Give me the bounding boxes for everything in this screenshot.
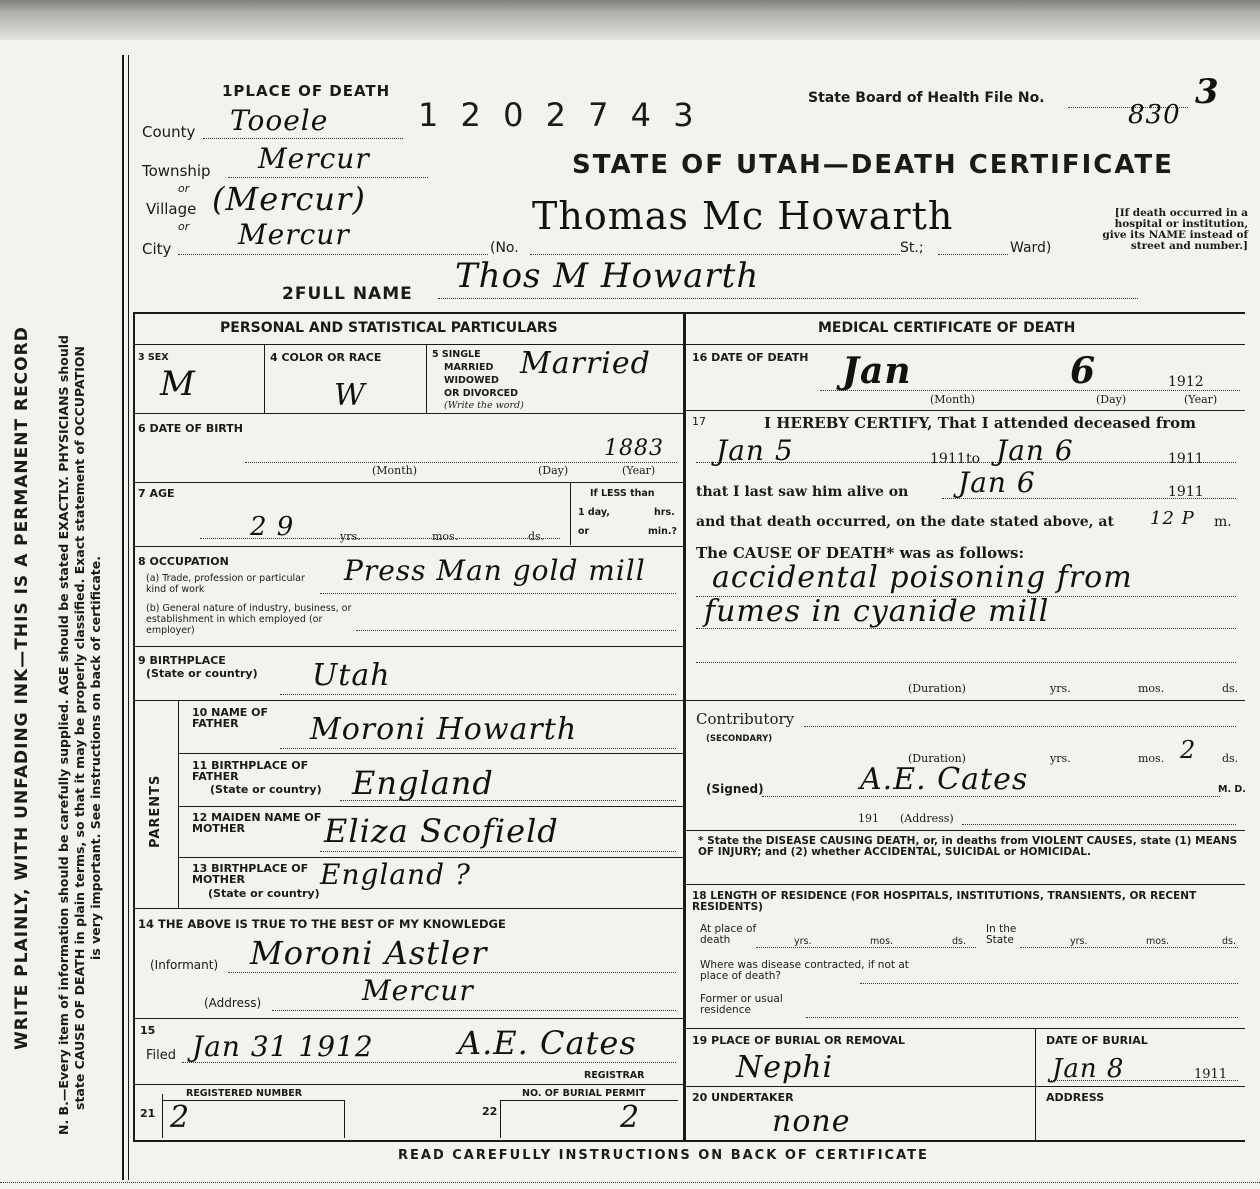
nb-notice-line-2: state CAUSE OF DEATH in plain terms, so that it may be properly classified. Exact statement of OCCUPATION	[72, 346, 87, 1110]
reg-num-box-right	[344, 1100, 345, 1138]
right-sep-7	[686, 1086, 1245, 1087]
year-1911-c: 1911	[1168, 484, 1204, 500]
informant-label: (Informant)	[150, 958, 219, 972]
left-sep-10	[133, 908, 683, 909]
frame-top	[133, 312, 1245, 314]
left-sep-7	[178, 753, 683, 754]
dod-month-label: (Month)	[930, 393, 976, 406]
file-no-label: State Board of Health File No.	[808, 90, 1045, 106]
duration-mos-2: mos.	[1138, 752, 1165, 765]
informant-value: Moroni Astler	[250, 934, 488, 972]
left-sep-4	[133, 546, 683, 547]
sex-value: M	[160, 364, 196, 404]
cause-dots-2	[696, 628, 1236, 629]
street-label: St.;	[900, 240, 924, 256]
county-label: County	[142, 123, 196, 141]
city-label: City	[142, 240, 172, 258]
father-bp-sub: (State or country)	[210, 783, 322, 796]
to-label: to	[966, 451, 981, 467]
permanent-record-notice: WRITE PLAINLY, WITH UNFADING INK—THIS IS A PERMANENT RECORD	[12, 326, 32, 1050]
dob-year-label: (Year)	[622, 464, 656, 477]
reg-num-header: REGISTERED NUMBER	[186, 1088, 303, 1099]
at-place-ds: ds.	[952, 936, 966, 947]
residence-label: 18 LENGTH OF RESIDENCE (FOR HOSPITALS, INSTITUTIONS, TRANSIENTS, OR RECENT RESIDENTS)	[692, 890, 1197, 913]
birthplace-label: 9 BIRTHPLACE	[138, 654, 226, 667]
occupation-line	[320, 593, 676, 594]
street-line	[530, 254, 900, 255]
hospital-note: [If death occurred in a hospital or institution, give its NAME instead of street and number.]	[1102, 207, 1248, 252]
burial-permit-value: 2	[620, 1100, 641, 1135]
burial-date: Jan 8	[1052, 1054, 1125, 1084]
mother-value: Eliza Scofield	[324, 812, 559, 850]
color-label: 4 COLOR OR RACE	[270, 351, 382, 364]
in-state-mos: mos.	[1146, 936, 1170, 947]
former-label: Former or usual residence	[700, 993, 783, 1016]
age-ds-label: ds.	[528, 530, 545, 543]
left-sep-1	[133, 344, 683, 345]
name-line-1: Thomas Mc Howarth	[532, 194, 954, 238]
undertaker-value: none	[772, 1104, 851, 1139]
right-sep-3	[686, 700, 1245, 701]
cause-line-1: accidental poisoning from	[712, 560, 1133, 595]
reg-num-label: 21	[140, 1107, 156, 1120]
full-name-value: Thos M Howarth	[455, 256, 760, 296]
dob-day-label: (Day)	[538, 464, 569, 477]
status-label-4: OR DIVORCED	[444, 388, 519, 399]
left-sep-5	[133, 646, 683, 647]
full-name-line	[438, 298, 1138, 299]
occupation-value: Press Man gold mill	[344, 554, 646, 587]
parents-sep	[178, 700, 179, 908]
right-sep-4	[686, 830, 1245, 831]
dod-day-label: (Day)	[1096, 393, 1127, 406]
status-label-1: 5 SINGLE	[432, 349, 481, 360]
village-label: Village	[146, 200, 197, 218]
status-value: Married	[520, 346, 651, 381]
burial-place: Nephi	[736, 1050, 834, 1085]
signed-label: (Signed)	[706, 782, 764, 796]
age-sep	[570, 483, 571, 545]
at-place-yrs: yrs.	[794, 936, 812, 947]
occupation-b-line	[356, 630, 676, 631]
age-label: 7 AGE	[138, 487, 175, 500]
dod-day: 6	[1070, 350, 1097, 392]
father-label: 10 NAME OF FATHER	[192, 706, 269, 730]
parents-label: PARENTS	[148, 774, 163, 848]
sex-sep	[264, 345, 265, 413]
certify-text: I HEREBY CERTIFY, That I attended deceased from	[764, 414, 1197, 432]
signed-address-label: (Address)	[900, 812, 954, 825]
less-than-1: If LESS than	[590, 488, 655, 499]
signed-address-line	[962, 824, 1236, 825]
last-saw-date: Jan 6	[958, 466, 1036, 499]
status-label-2: MARRIED	[444, 362, 494, 373]
occupation-b-label: (b) General nature of industry, business, or establishment in which employed (or employer)	[146, 603, 352, 636]
filed-date: Jan 31 1912	[192, 1030, 374, 1063]
knowledge-label: 14 THE ABOVE IS TRUE TO THE BEST OF MY KNOWLEDGE	[138, 917, 506, 931]
contracted-line	[860, 983, 1238, 984]
certificate-number: 1 2 0 2 7 4 3	[418, 96, 700, 134]
county-line	[203, 138, 403, 139]
filed-num: 15	[140, 1024, 156, 1037]
left-border-outer	[122, 55, 124, 1180]
color-value: W	[334, 378, 366, 413]
status-label-5: (Write the word)	[444, 400, 524, 411]
birthplace-sub: (State or country)	[146, 667, 258, 680]
color-sep	[426, 345, 427, 413]
burial-permit-num-label: 22	[482, 1105, 498, 1118]
age-mos-label: mos.	[432, 530, 459, 543]
from-date: Jan 5	[716, 434, 794, 467]
right-sep-2	[686, 410, 1245, 411]
informant-address-value: Mercur	[362, 974, 474, 1007]
in-state-ds: ds.	[1222, 936, 1236, 947]
personal-section-title: PERSONAL AND STATISTICAL PARTICULARS	[220, 320, 558, 336]
dob-year: 1883	[604, 436, 664, 461]
township-value: Mercur	[258, 142, 370, 175]
contributory-line	[804, 726, 1236, 727]
occupation-label: 8 OCCUPATION	[138, 555, 229, 568]
in-state-line	[1020, 947, 1238, 948]
left-sep-12	[133, 1084, 683, 1085]
full-name-label: 2FULL NAME	[282, 284, 413, 304]
mother-line	[320, 851, 676, 852]
dod-year: 1912	[1168, 374, 1204, 390]
or-2: or	[178, 220, 190, 233]
death-time: 12 P	[1150, 508, 1195, 529]
left-sep-8	[178, 806, 683, 807]
filed-label: Filed	[146, 1048, 177, 1063]
frame-middle	[683, 312, 686, 1142]
certificate-title: STATE OF UTAH—DEATH CERTIFICATE	[572, 150, 1174, 180]
signed-value: A.E. Cates	[860, 762, 1029, 797]
birthplace-value: Utah	[312, 658, 391, 693]
informant-address-line	[272, 1010, 676, 1011]
permit-box-left	[500, 1100, 501, 1138]
burial-date-line	[1048, 1080, 1238, 1081]
father-line	[280, 748, 676, 749]
nb-notice-line-1: N. B.—Every item of information should be carefully supplied. AGE should be stated EXACTLY. PHYSICIANS should	[56, 335, 71, 1135]
ward-line	[938, 254, 1008, 255]
dod-month: Jan	[842, 350, 912, 392]
dob-month-label: (Month)	[372, 464, 418, 477]
in-state-yrs: yrs.	[1070, 936, 1088, 947]
left-sep-6	[133, 700, 683, 701]
file-no-top: 3	[1195, 72, 1220, 112]
nb-notice-line-3: is very important. See instructions on back of certificate.	[88, 556, 103, 960]
dob-label: 6 DATE OF BIRTH	[138, 422, 243, 435]
informant-address-label: (Address)	[204, 996, 262, 1010]
mother-bp-value: England ?	[320, 858, 471, 891]
death-occurred-text: and that death occurred, on the date stated above, at	[696, 514, 1114, 530]
last-saw-text: that I last saw him alive on	[696, 484, 909, 500]
city-value: Mercur	[238, 218, 350, 251]
contributory-mos: 2	[1180, 736, 1197, 764]
age-yrs-label: yrs.	[340, 530, 361, 543]
in-state-label: In the State	[986, 923, 1017, 946]
signed-year: 191	[858, 812, 879, 825]
township-label: Township	[142, 162, 211, 180]
age-years: 2 9	[250, 512, 295, 542]
registrar-signature: A.E. Cates	[458, 1024, 637, 1062]
burial-permit-header: NO. OF BURIAL PERMIT	[522, 1088, 646, 1099]
father-value: Moroni Howarth	[310, 712, 578, 747]
status-label-3: WIDOWED	[444, 375, 499, 386]
duration-yrs-1: yrs.	[1050, 682, 1071, 695]
bottom-dots	[0, 1182, 1260, 1183]
permit-box-top	[500, 1100, 678, 1101]
left-sep-2	[133, 413, 683, 414]
hrs-label: hrs.	[654, 507, 675, 518]
contributory-label: Contributory	[696, 710, 795, 728]
less-than-3: or	[578, 526, 590, 537]
duration-ds-1: ds.	[1222, 682, 1239, 695]
village-value: (Mercur)	[212, 180, 366, 218]
occupation-a-label: (a) Trade, profession or particular kind of work	[146, 573, 305, 595]
at-place-label: At place of death	[700, 923, 757, 946]
cause-line-2: fumes in cyanide mill	[704, 594, 1050, 629]
father-bp-label: 11 BIRTHPLACE OF FATHER	[192, 759, 309, 783]
at-place-line	[756, 947, 976, 948]
place-of-death-label: 1PLACE OF DEATH	[222, 82, 391, 100]
former-line	[806, 1017, 1238, 1018]
mother-bp-label: 13 BIRTHPLACE OF MOTHER	[192, 862, 309, 886]
year-1911-b: 1911	[1168, 451, 1204, 467]
burial-year: 1911	[1194, 1067, 1228, 1082]
mother-label: 12 MAIDEN NAME OF MOTHER	[192, 811, 322, 835]
file-no: 830	[1128, 100, 1181, 130]
medical-section-title: MEDICAL CERTIFICATE OF DEATH	[818, 320, 1076, 336]
duration-mos-1: mos.	[1138, 682, 1165, 695]
burial-sep	[1035, 1028, 1036, 1140]
informant-line	[228, 972, 676, 973]
md-label: M. D.	[1218, 784, 1246, 795]
right-sep-6	[686, 1028, 1245, 1029]
frame-bottom	[133, 1140, 1245, 1142]
year-1911-a: 1911	[930, 451, 966, 467]
footnote: * State the DISEASE CAUSING DEATH, or, in deaths from VIOLENT CAUSES, state (1) MEANS OF INJURY; and (2) whether ACCIDENTAL, SUICIDAL or HOMICIDAL.	[698, 835, 1238, 858]
right-sep-1	[686, 344, 1245, 345]
contracted-label: Where was disease contracted, if not at place of death?	[700, 959, 909, 982]
birthplace-line	[280, 694, 676, 695]
cause-label: The CAUSE OF DEATH* was as follows:	[696, 544, 1025, 562]
registrar-label: REGISTRAR	[584, 1070, 645, 1081]
less-than-2: 1 day,	[578, 507, 610, 518]
duration-yrs-2: yrs.	[1050, 752, 1071, 765]
undertaker-address-label: ADDRESS	[1046, 1091, 1105, 1104]
scan-top-shadow	[0, 0, 1260, 40]
min-label: min.?	[648, 526, 678, 537]
sex-label: 3 SEX	[138, 352, 169, 363]
burial-date-label: DATE OF BURIAL	[1046, 1034, 1148, 1047]
ward-label: Ward)	[1010, 240, 1052, 256]
left-sep-11	[133, 1018, 683, 1019]
left-border-inner	[128, 55, 129, 1180]
to-date: Jan 6	[996, 434, 1074, 467]
or-1: or	[178, 182, 190, 195]
instructions-footer: READ CAREFULLY INSTRUCTIONS ON BACK OF CERTIFICATE	[398, 1148, 929, 1163]
right-sep-5	[686, 884, 1245, 885]
at-place-mos: mos.	[870, 936, 894, 947]
county-value: Tooele	[230, 104, 329, 137]
mother-bp-sub: (State or country)	[208, 887, 320, 900]
undertaker-label: 20 UNDERTAKER	[692, 1091, 794, 1104]
cause-dots-3	[696, 662, 1236, 663]
m-label: m.	[1214, 514, 1232, 530]
father-bp-value: England	[352, 764, 494, 802]
no-label: (No.	[490, 240, 519, 256]
duration-label-1: (Duration)	[908, 682, 966, 695]
duration-ds-2: ds.	[1222, 752, 1239, 765]
dob-line	[245, 462, 677, 463]
secondary-label: (SECONDARY)	[706, 734, 773, 744]
burial-label: 19 PLACE OF BURIAL OR REMOVAL	[692, 1034, 905, 1047]
left-sep-3	[133, 482, 683, 483]
city-line	[178, 254, 488, 255]
dod-year-label: (Year)	[1184, 393, 1218, 406]
father-bp-line	[340, 800, 676, 801]
reg-num-value: 2	[170, 1100, 191, 1135]
township-line	[228, 177, 428, 178]
dod-label: 16 DATE OF DEATH	[692, 351, 809, 364]
cert-num: 17	[692, 415, 706, 428]
duration-label-2: (Duration)	[908, 752, 966, 765]
